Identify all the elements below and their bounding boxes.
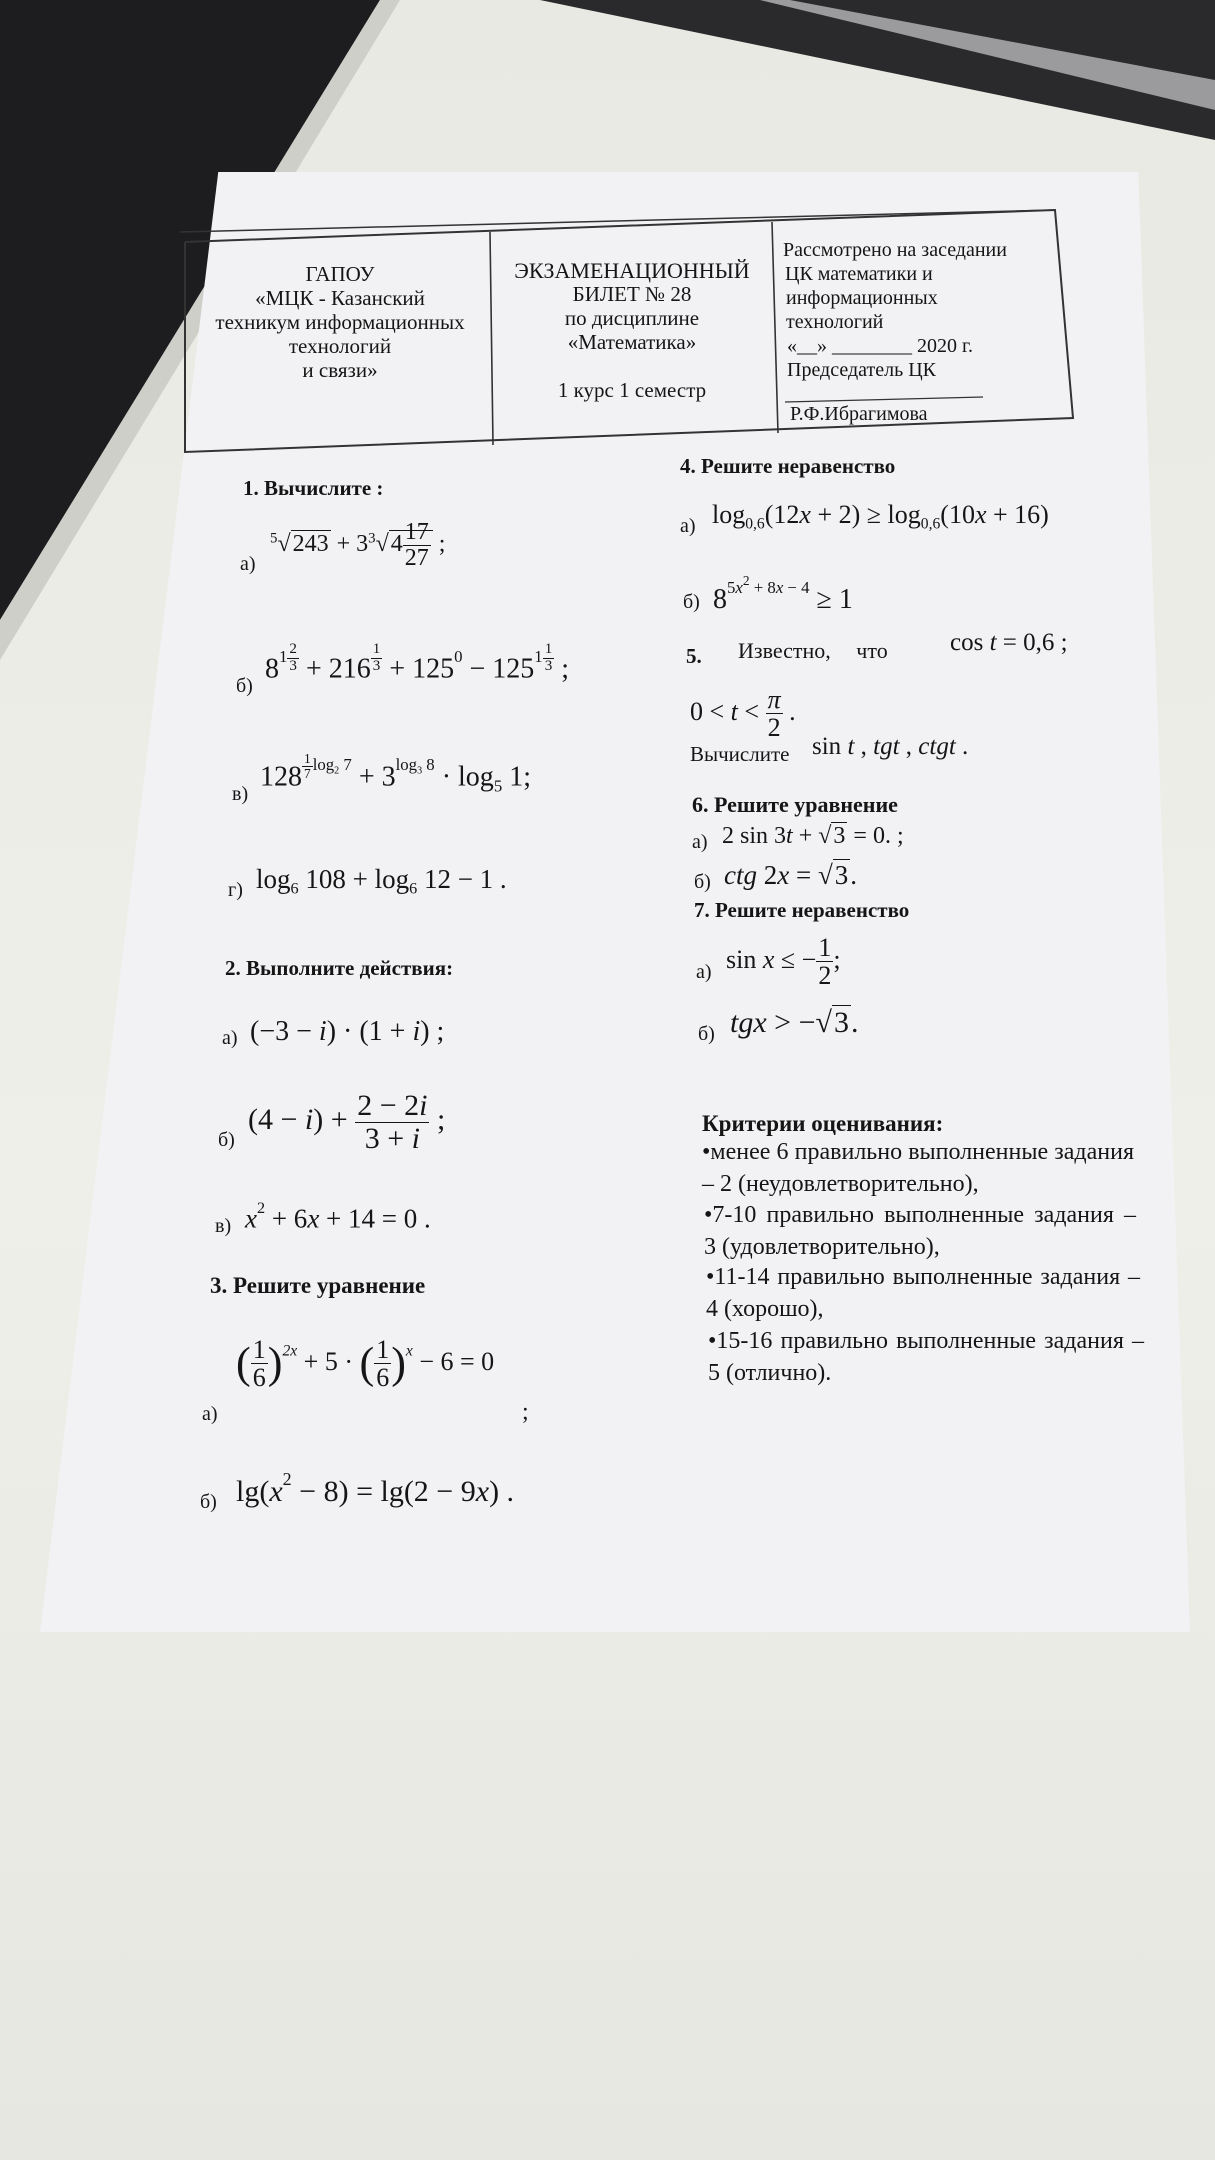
task1-a-label: а) xyxy=(240,553,256,575)
task1-c-formula: 128 $^{\frac{1}{7} log_2 7} + 3^{log_3 8} \cdot \log_5 1$; xyxy=(260,751,531,796)
task6-b-label: б) xyxy=(694,871,711,893)
criteria-item-4: •15-16 правильно выполненные задания – 5 (отлично). xyxy=(708,1328,1144,1386)
task1-d-label: г) xyxy=(228,879,243,901)
ticket-line-2: БИЛЕТ № 28 xyxy=(572,282,692,306)
task5-cos-condition: cos t = 0,6 ; xyxy=(950,629,1068,656)
approval-line-2: ЦК математики и xyxy=(785,263,933,285)
ticket-course: 1 курс 1 семестр xyxy=(557,378,707,402)
ticket-line-1: ЭКЗАМЕНАЦИОННЫЙ xyxy=(514,258,750,283)
college-line-4: технологий xyxy=(288,334,392,358)
task6-a-label: а) xyxy=(692,831,708,853)
task5-known-that: Известно, что xyxy=(738,638,888,663)
task3-b-formula: $\lg(x^2 - 8) = \lg(2 - 9x)$ . xyxy=(236,1469,515,1509)
criteria-item-2: •7-10 правильно выполненные задания – 3 (удовлетворительно), xyxy=(704,1202,1136,1260)
task1-b-formula: $8^{1 \frac{2}{3}}$ + 216 $^{\frac{1}{3}}$ + $125^0 - 125^{1 \frac{1}{3}}$ ; xyxy=(265,641,570,685)
task6-title: 6. Решите уравнение xyxy=(692,792,898,817)
task7-a-formula: sin x ≤ − $\frac{1}{2}$ ; xyxy=(726,933,841,991)
task2-c-label: в) xyxy=(215,1215,232,1237)
task5-compute-label: Вычислите xyxy=(690,742,790,766)
college-line-2: «МЦК - Казанский xyxy=(255,286,425,310)
task1-d-formula: $\log_6 108 + \log_6 12 - 1$ . xyxy=(256,864,507,898)
task1-title: 1. Вычислите : xyxy=(243,476,384,500)
task7-a-label: а) xyxy=(696,961,712,983)
task2-b-formula: (4 − i) + $\frac{2 - 2i}{3 + i}$ ; xyxy=(248,1089,446,1155)
task4-title: 4. Решите неравенство xyxy=(680,454,896,478)
approval-line-3: информационных xyxy=(786,287,938,309)
task1-b-label: б) xyxy=(236,675,253,697)
task7-title: 7. Решите неравенство xyxy=(694,898,910,922)
approval-date: «__» ________ 2020 г. xyxy=(787,335,973,357)
approval-line-1: Рассмотрено на заседании xyxy=(783,239,1007,261)
approval-chair: Председатель ЦК xyxy=(787,359,937,381)
task4-b-label: б) xyxy=(683,591,700,613)
task6-b-formula: ctg 2x = √3. xyxy=(724,860,858,890)
task2-title: 2. Выполните действия: xyxy=(225,956,454,980)
criteria-title: Критерии оценивания: xyxy=(702,1111,944,1136)
task2-a-label: а) xyxy=(222,1027,238,1049)
criteria-item-3: •11-14 правильно выполненные задания – 4 (хорошо), xyxy=(706,1264,1140,1322)
task6-a-formula: 2 sin 3t + √3 = 0. ; xyxy=(722,823,904,849)
criteria-item-1: •менее 6 правильно выполненные задания – 2 (неудовлетворительно), xyxy=(702,1139,1134,1197)
task1-c-label: в) xyxy=(232,783,249,805)
task2-c-formula: $x^2 + 6x + 14 = 0$ . xyxy=(245,1199,431,1234)
task3-a-label: а) xyxy=(202,1403,218,1425)
task4-b-formula: $8^{5x^2 + 8x - 4} \ge 1$ xyxy=(713,573,853,616)
task4-a-formula: $\log_{0,6}(12x + 2) \ge \log_{0,6}(10x + 16)$ xyxy=(712,500,1049,533)
approval-line-4: технологий xyxy=(786,311,884,333)
task5-number: 5. xyxy=(686,644,702,668)
task3-a-formula: ( $\frac{1}{6}$ )$^{2x}$ + 5 · ( $\frac{1}{6}$ )$^x$ − 6 = 0 xyxy=(236,1335,495,1393)
task3-b-label: б) xyxy=(200,1491,217,1513)
college-line-5: и связи» xyxy=(302,358,378,382)
task3-title: 3. Решите уравнение xyxy=(210,1273,426,1298)
approval-signature-name: Р.Ф.Ибрагимова xyxy=(790,403,928,425)
task2-b-label: б) xyxy=(218,1129,235,1151)
ticket-line-4: «Математика» xyxy=(567,330,697,354)
task3-a-semicolon: ; xyxy=(522,1399,529,1425)
task1-a-formula: $^5√243 + 3^3√4$ $\frac{17}{27}$ ; xyxy=(270,519,446,572)
task5-compute-formula: sin t , tgt , ctgt . xyxy=(812,733,969,760)
college-line-1: ГАПОУ xyxy=(305,262,375,286)
college-line-3: техникум информационных xyxy=(215,310,465,334)
task7-b-label: б) xyxy=(698,1023,715,1045)
task4-a-label: а) xyxy=(680,515,696,537)
task2-a-formula: (−3 − i) · (1 + i) ; xyxy=(250,1016,445,1047)
task5-range-condition: 0 < t < $\frac{\pi}{2}$ . xyxy=(690,685,796,743)
task7-b-formula: tgx > −√3. xyxy=(730,1006,859,1039)
ticket-line-3: по дисциплине xyxy=(564,306,700,330)
